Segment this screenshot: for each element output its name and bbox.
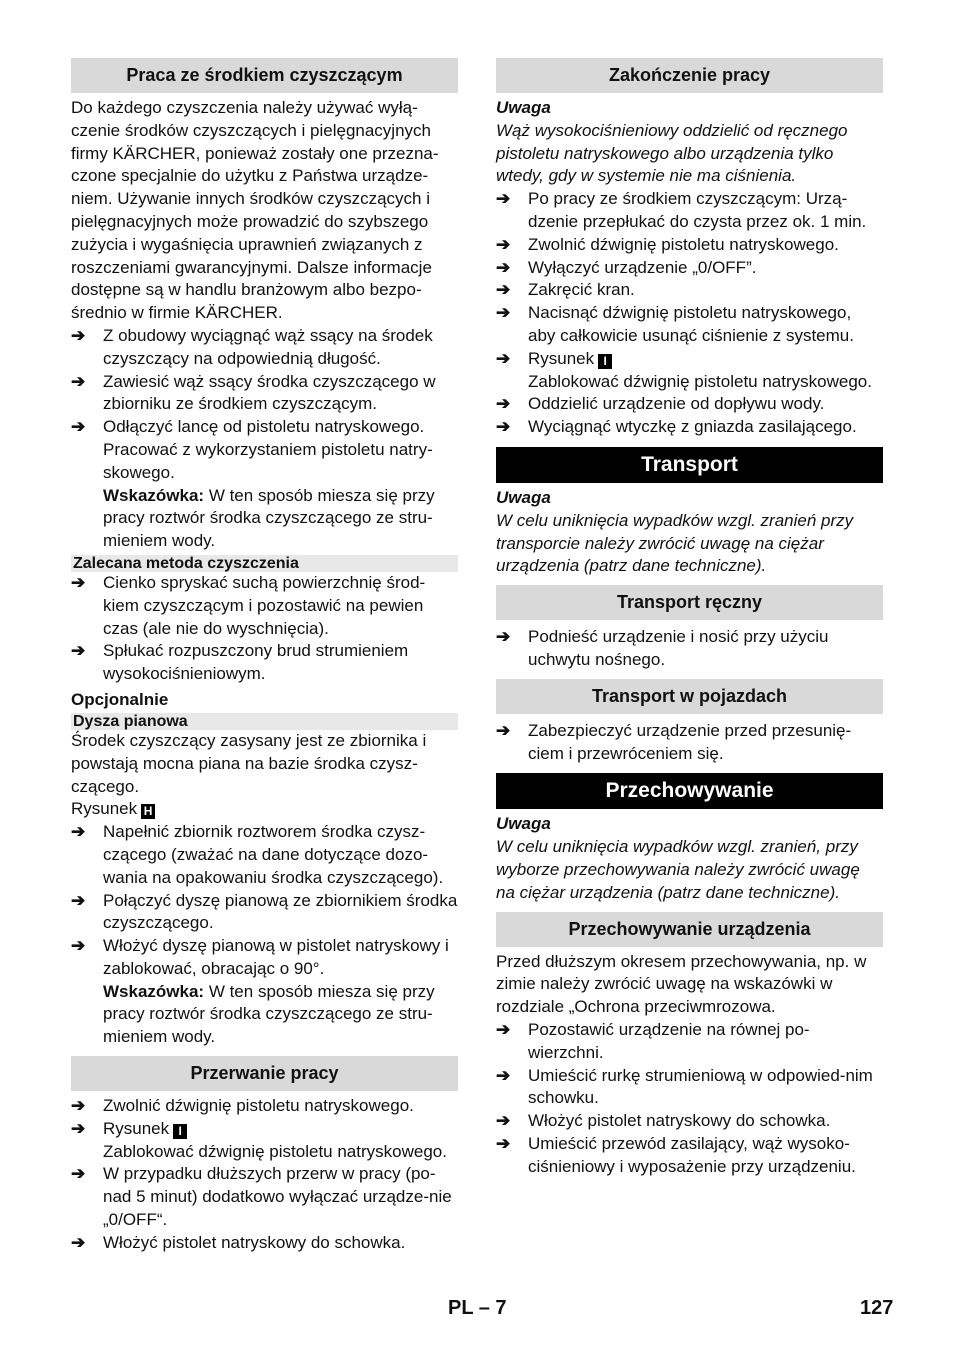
list-item: ➔ Zabezpieczyć urządzenie przed przesunię-ciem i przewróceniem się. (496, 720, 852, 763)
arrow-right-icon: ➔ (71, 1164, 86, 1184)
list-item: ➔ Połączyć dyszę pianową ze zbiornikiem środka czyszczącego. (71, 890, 458, 933)
figure-i-badge: I (173, 1124, 187, 1139)
list-item: ➔ Po pracy ze środkiem czyszczącym: Urzą-dzenie przepłukać do czysta przez ok. 1 min. (496, 189, 867, 231)
figure-i-badge: I (598, 354, 612, 369)
figure-h-badge: H (141, 804, 155, 819)
arrow-right-icon: ➔ (71, 1232, 86, 1252)
warning-text: W celu uniknięcia wypadków wzgl. zranień przy transporcie należy zwrócić uwagę na ciężar urządzenia (patrz dane techniczne). (496, 510, 854, 576)
arrow-right-icon: ➔ (71, 890, 86, 910)
note: Wskazówka: W ten sposób miesza się przy pracy roztwór środka czyszczącego ze stru-mieniem wody. (103, 981, 435, 1047)
list-item: ➔ Rysunek I (496, 348, 883, 371)
arrow-right-icon: ➔ (496, 189, 511, 209)
arrow-right-icon: ➔ (496, 280, 511, 300)
arrow-right-icon: ➔ (496, 394, 511, 414)
list-item: ➔ Umieścić przewód zasilający, wąż wysoko-ciśnieniowy i wyposażenie przy urządzeniu. (496, 1133, 856, 1176)
arrow-right-icon: ➔ (496, 1065, 511, 1085)
arrow-right-icon: ➔ (71, 371, 86, 391)
list-item: ➔ Zwolnić dźwignię pistoletu natryskowego. (496, 234, 883, 257)
arrow-right-icon: ➔ (71, 417, 86, 437)
dysza-intro: Środek czyszczący zasysany jest ze zbiornika i powstają mocna piana na bazie środka czysz-czącego. (71, 730, 427, 796)
list-item: ➔ Zakręcić kran. (496, 279, 883, 302)
step-detail: Zablokować dźwignię pistoletu natryskowego. (528, 371, 872, 391)
list-item: ➔ Pozostawić urządzenie na równej po-wierzchni. (496, 1019, 810, 1062)
list-item: ➔ Włożyć dyszę pianową w pistolet natryskowy i zablokować, obracając o 90°. (71, 936, 449, 978)
warning-label: Uwaga (496, 487, 551, 507)
heading-transport: Transport (496, 447, 883, 483)
warning-text: W celu uniknięcia wypadków wzgl. zranień, przy wyborze przechowywania należy zwrócić uwagę na ciężar urządzenia (patrz dane techniczne). (496, 837, 860, 902)
footer-section: PL – 7 (448, 1297, 507, 1319)
list-item: ➔ W przypadku dłuższych przerw w pracy (po-nad 5 minut) dodatkowo wyłączać urządze-nie „0/OFF“. (71, 1164, 452, 1230)
list-item: ➔ Spłukać rozpuszczony brud strumieniem wysokociśnieniowym. (71, 641, 409, 684)
arrow-right-icon: ➔ (496, 234, 511, 254)
list-item: ➔ Włożyć pistolet natryskowy do schowka. (71, 1232, 458, 1255)
arrow-right-icon: ➔ (496, 303, 511, 323)
note: Wskazówka: W ten sposób miesza się przy pracy roztwór środka czyszczącego ze stru-mieniem wody. (103, 485, 435, 551)
arrow-right-icon: ➔ (496, 627, 511, 647)
arrow-right-icon: ➔ (71, 572, 86, 592)
figure-ref: Rysunek H (71, 798, 458, 821)
list-item: ➔ Zwolnić dźwignię pistoletu natryskowego. (71, 1095, 458, 1118)
arrow-right-icon: ➔ (496, 417, 511, 437)
arrow-right-icon: ➔ (496, 1019, 511, 1039)
arrow-right-icon: ➔ (71, 1118, 86, 1138)
heading-przechowywanie-urzadzenia: Przechowywanie urządzenia (496, 912, 883, 947)
warning-text: Wąż wysokociśnieniowy oddzielić od ręcznego pistoletu natryskowego albo urządzenia tylko wtedy, gdy w systemie nie ma ciśnienia. (496, 120, 848, 186)
arrow-right-icon: ➔ (71, 936, 86, 956)
list-item: ➔ Wyciągnąć wtyczkę z gniazda zasilającego. (496, 416, 883, 439)
praca-intro: Do każdego czyszczenia należy używać wyłą-czenie środków czyszczących i pielęgnacyjnych firmy KÄRCHER, ponieważ zostały one przezna-czone specjalnie do użytku z Państwa urządze-niem. Używanie innych środków czyszczących i pielęgnacyjnych może prowadzić do szybszego zużycia i wygaśnięcia uprawnień związanych z roszczeniami gwarancyjnymi. Dalsze informacje dostępne są w handlu branżowym albo bezpo-średnio w firmie KÄRCHER. (71, 98, 439, 323)
left-column (71, 58, 458, 1255)
arrow-right-icon: ➔ (71, 325, 86, 345)
arrow-right-icon: ➔ (496, 1111, 511, 1131)
warning-label: Uwaga (496, 814, 551, 834)
right-column (496, 58, 883, 1178)
list-item: ➔ Odłączyć lancę od pistoletu natryskowego. Pracować z wykorzystaniem pistoletu natry-skowego. (71, 417, 433, 482)
list-item: ➔ Nacisnąć dźwignię pistoletu natryskowego, aby całkowicie usunąć ciśnienie z systemu. (496, 303, 854, 345)
heading-zakonczenie: Zakończenie pracy (496, 58, 883, 93)
page-number: 127 (860, 1297, 894, 1319)
heading-transport-reczny: Transport ręczny (496, 585, 883, 620)
arrow-right-icon: ➔ (496, 257, 511, 277)
heading-przerwanie: Przerwanie pracy (71, 1056, 458, 1091)
list-item: ➔ Zawiesić wąż ssący środka czyszczącego w zbiorniku ze środkiem czyszczącym. (71, 371, 436, 414)
arrow-right-icon: ➔ (496, 1133, 511, 1153)
arrow-right-icon: ➔ (496, 720, 511, 740)
arrow-right-icon: ➔ (71, 641, 86, 661)
heading-opcjonalnie: Opcjonalnie (71, 689, 169, 709)
list-item: ➔ Napełnić zbiornik roztworem środka czysz-czącego (zważać na dane dotyczące dozo-wania na opakowaniu środka czyszczącego). (71, 822, 444, 887)
list-item: ➔ Wyłączyć urządzenie „0/OFF”. (496, 257, 883, 280)
list-item: ➔ Oddzielić urządzenie od dopływu wody. (496, 393, 883, 416)
list-item: ➔ Z obudowy wyciągnąć wąż ssący na środek czyszczący na odpowiednią długość. (71, 325, 433, 368)
warning-label: Uwaga (496, 98, 551, 117)
arrow-right-icon: ➔ (71, 822, 86, 842)
arrow-right-icon: ➔ (71, 1096, 86, 1116)
arrow-right-icon: ➔ (496, 348, 511, 368)
list-item: ➔ Włożyć pistolet natryskowy do schowka. (496, 1110, 883, 1133)
list-item: ➔ Umieścić rurkę strumieniową w odpowied-nim schowku. (496, 1065, 873, 1108)
list-item: ➔ Rysunek I (71, 1118, 458, 1141)
list-item: ➔ Podnieść urządzenie i nosić przy użyciu uchwytu nośnego. (496, 627, 829, 669)
step-detail: Zablokować dźwignię pistoletu natryskowego. (103, 1141, 447, 1161)
heading-praca: Praca ze środkiem czyszczącym (71, 58, 458, 93)
list-item: ➔ Cienko spryskać suchą powierzchnię środ-kiem czyszczącym i pozostawić na pewien czas (ale nie do wyschnięcia). (71, 572, 426, 638)
przechowywanie-intro: Przed dłuższym okresem przechowywania, np. w zimie należy zwrócić uwagę na wskazówki w rozdziale „Ochrona przeciwmrozowa. (496, 951, 867, 1017)
heading-zalecana: Zalecana metoda czyszczenia (71, 555, 458, 572)
heading-dysza: Dysza pianowa (71, 713, 458, 730)
heading-przechowywanie: Przechowywanie (496, 773, 883, 809)
heading-transport-pojazd: Transport w pojazdach (496, 679, 883, 714)
